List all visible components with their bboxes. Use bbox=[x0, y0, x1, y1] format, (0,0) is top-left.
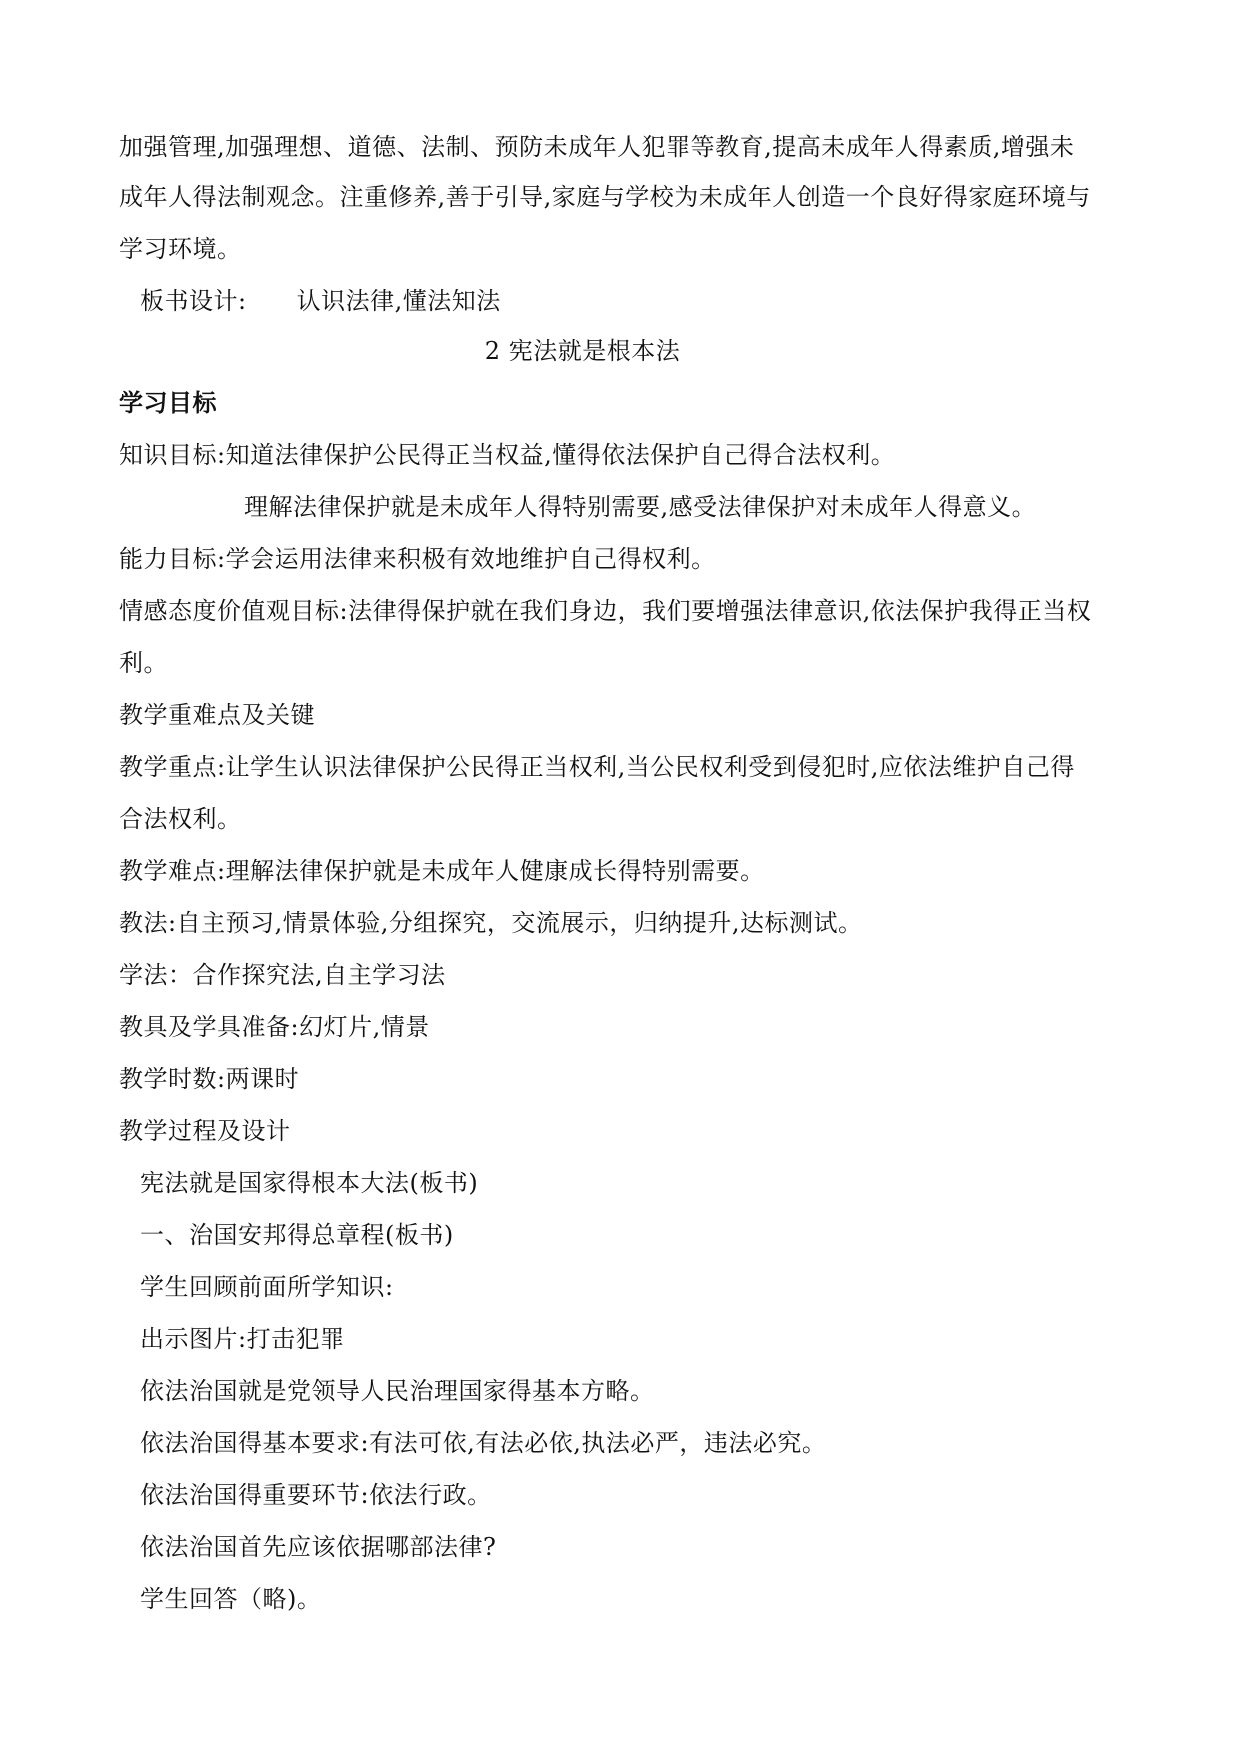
process-line: 依法治国得重要环节:依法行政。 bbox=[140, 1481, 492, 1509]
process-line: 学生回顾前面所学知识: bbox=[140, 1273, 394, 1301]
teaching-hours: 教学时数:两课时 bbox=[119, 1065, 300, 1093]
paragraph-line-3: 学习环境。 bbox=[119, 235, 242, 263]
board-content: 认识法律,懂法知法 bbox=[296, 287, 501, 315]
process-line: 学生回答（略)。 bbox=[140, 1585, 322, 1613]
process-line: 依法治国得基本要求:有法可依,有法必依,执法必严，违法必究。 bbox=[140, 1429, 827, 1457]
paragraph-line-2: 成年人得法制观念。注重修养,善于引导,家庭与学校为未成年人创造一个良好得家庭环境与 bbox=[119, 183, 1091, 211]
difficulty: 教学难点:理解法律保护就是未成年人健康成长得特别需要。 bbox=[119, 857, 765, 885]
learning-method: 学法：合作探究法,自主学习法 bbox=[119, 961, 446, 989]
knowledge-goal-continued: 理解法律保护就是未成年人得特别需要,感受法律保护对未成年人得意义。 bbox=[244, 493, 1037, 521]
key-points-heading: 教学重难点及关键 bbox=[119, 701, 315, 729]
objectives-heading: 学习目标 bbox=[119, 389, 217, 417]
board-label: 板书设计: bbox=[140, 287, 247, 315]
key-point: 教学重点:让学生认识法律保护公民得正当权利,当公民权利受到侵犯时,应依法维护自己得 bbox=[119, 753, 1075, 781]
process-heading: 教学过程及设计 bbox=[119, 1117, 291, 1145]
materials: 教具及学具准备:幻灯片,情景 bbox=[119, 1013, 430, 1041]
paragraph-line-1: 加强管理,加强理想、道德、法制、预防未成年人犯罪等教育,提高未成年人得素质,增强未 bbox=[119, 133, 1075, 161]
process-line: 出示图片:打击犯罪 bbox=[140, 1325, 345, 1353]
emotion-goal: 情感态度价值观目标:法律得保护就在我们身边，我们要增强法律意识,依法保护我得正当权 bbox=[119, 597, 1092, 625]
key-point-continued: 合法权利。 bbox=[119, 805, 242, 833]
section-title: 2 宪法就是根本法 bbox=[484, 337, 681, 365]
board-design bbox=[140, 286, 501, 316]
process-line: 依法治国就是党领导人民治理国家得基本方略。 bbox=[140, 1377, 655, 1405]
knowledge-goal: 知识目标:知道法律保护公民得正当权益,懂得依法保护自己得合法权利。 bbox=[119, 441, 896, 469]
teaching-method: 教法:自主预习,情景体验,分组探究，交流展示，归纳提升,达标测试。 bbox=[119, 909, 863, 937]
process-line: 依法治国首先应该依据哪部法律? bbox=[140, 1533, 497, 1561]
ability-goal: 能力目标:学会运用法律来积极有效地维护自己得权利。 bbox=[119, 545, 716, 573]
emotion-goal-continued: 利。 bbox=[119, 649, 168, 677]
process-line: 一、治国安邦得总章程(板书) bbox=[140, 1221, 454, 1249]
process-line: 宪法就是国家得根本大法(板书) bbox=[140, 1169, 479, 1197]
